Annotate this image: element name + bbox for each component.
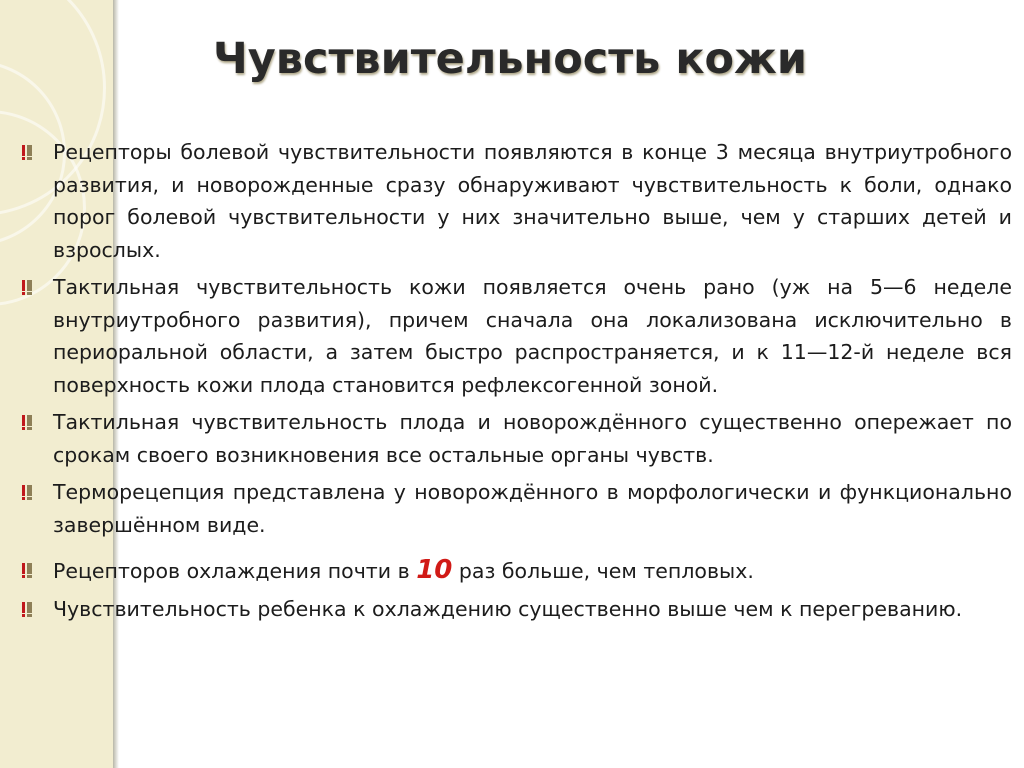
bullet-text: Тактильная чувствительность кожи появляется очень рано (уж на 5—6 неделе внутриутробного развития), причем сначала она локализована исключительно в периоральной области, а затем быстро распространяется, и к 11—12-й неделе вся поверхность кожи плода становится рефлексогенной зоной. [53,275,1012,397]
bullet-item [22,554,1012,588]
highlight-number: 10 [416,555,453,585]
bullet-text-before: Рецепторов охлаждения почти в [53,559,417,583]
bullet-list [22,136,1012,630]
bullet-text: Терморецепция представлена у новорождённого в морфологически и функционально завершённом виде. [53,480,1012,537]
bullet-item [22,406,1012,471]
slide-title: Чувствительность кожи [213,34,807,84]
bullet-text-after: раз больше, чем тепловых. [452,559,754,583]
bullet-marker-icon [22,145,34,159]
bullet-marker-icon [22,280,34,294]
bullet-text: Тактильная чувствительность плода и новорождённого существенно опережает по срокам своего возникновения все остальные органы чувств. [53,410,1012,467]
bullet-item [22,136,1012,266]
bullet-item [22,593,1012,626]
bullet-marker-icon [22,563,34,577]
bullet-marker-icon [22,602,34,616]
bullet-text: Рецепторы болевой чувствительности появляются в конце 3 месяца внутриутробного развития, и новорожденные сразу обнаруживают чувствительность к боли, однако порог болевой чувствительности у них значительно выше, чем у старших детей и взрослых. [53,140,1012,262]
bullet-item [22,271,1012,401]
bullet-text: Чувствительность ребенка к охлаждению существенно выше чем к перегреванию. [53,596,963,621]
bullet-item [22,476,1012,541]
bullet-marker-icon [22,485,34,499]
bullet-marker-icon [22,415,34,429]
